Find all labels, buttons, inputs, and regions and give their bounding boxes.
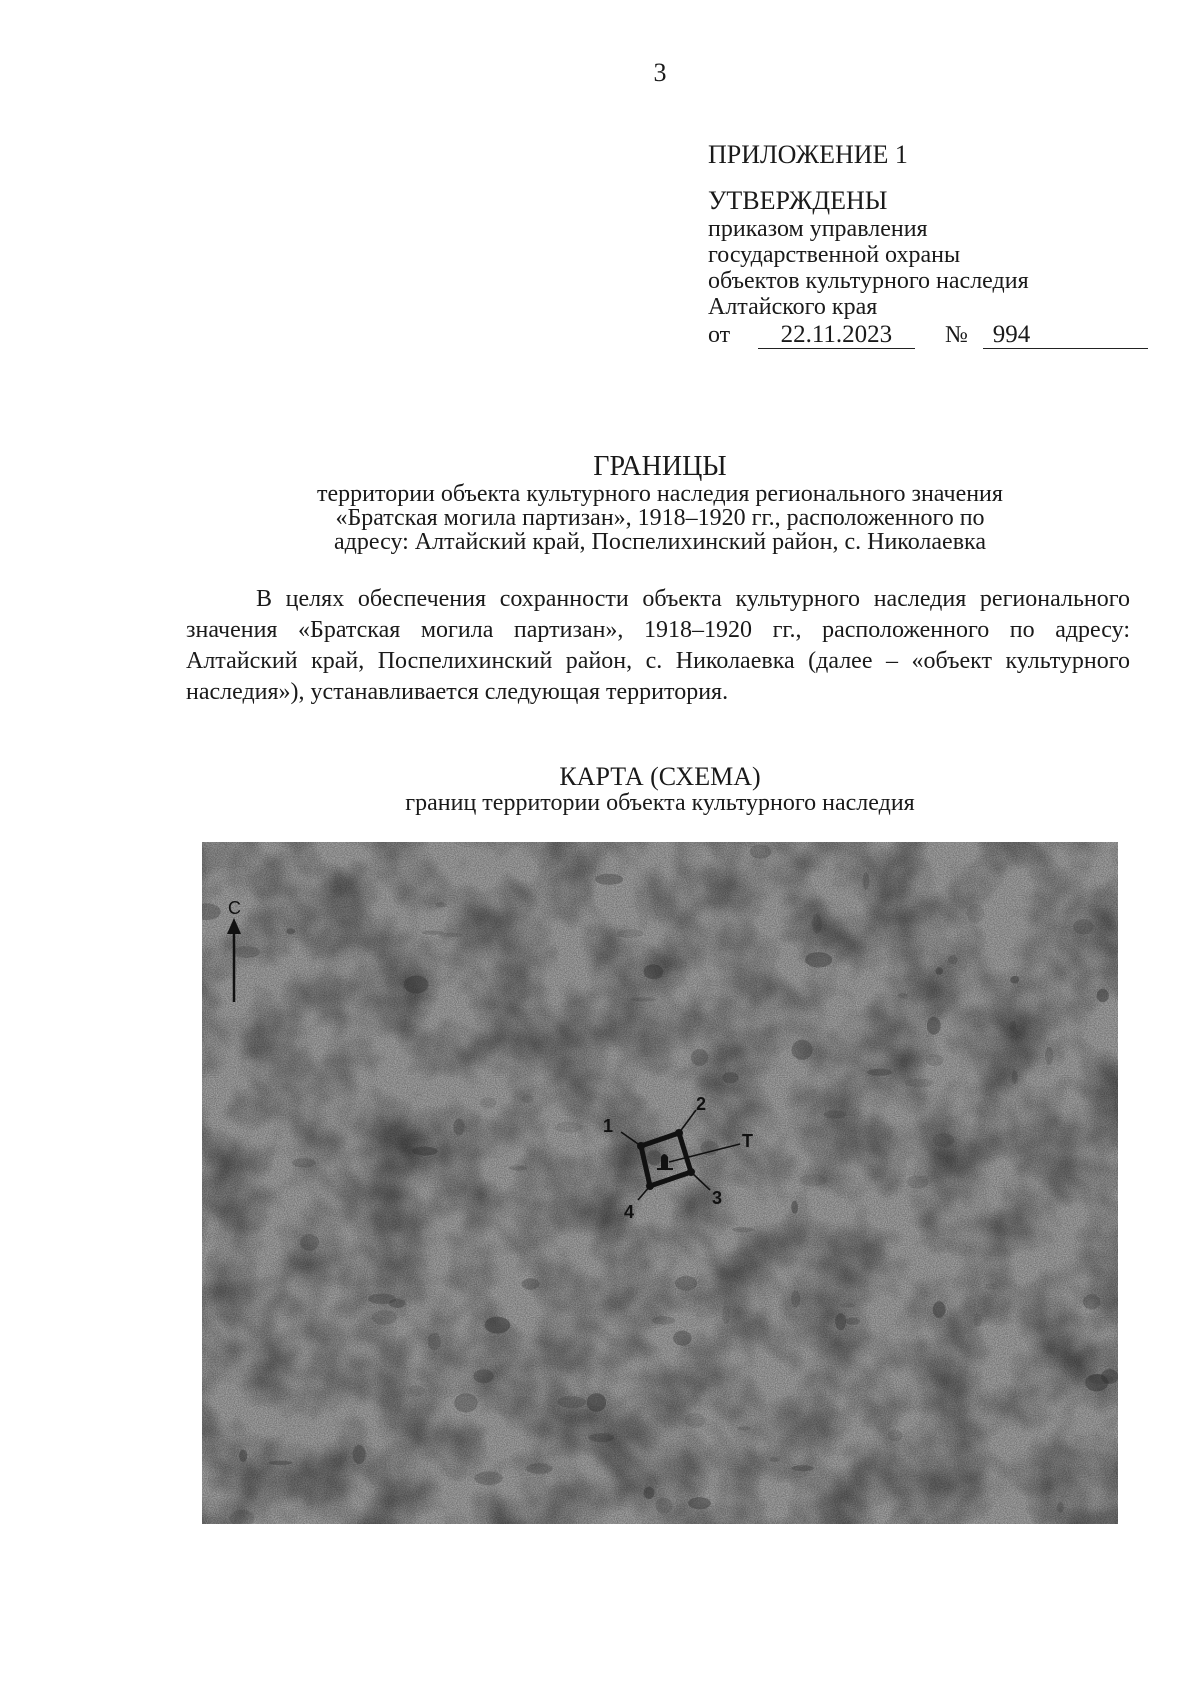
terrain-spot	[292, 1158, 316, 1168]
terrain-spot	[485, 1317, 511, 1334]
terrain-spot	[439, 933, 463, 937]
terrain-spot	[555, 1122, 584, 1133]
terrain-spot	[409, 1385, 425, 1396]
terrain-spot	[412, 1147, 437, 1156]
terrain-spot	[898, 993, 908, 998]
terrain-spot	[835, 1313, 846, 1330]
map-title-block	[180, 764, 1140, 816]
point-label-2: 2	[696, 1094, 707, 1114]
title-line: «Братская могила партизан», 1918–1920 гг., расположенного по	[335, 505, 985, 531]
terrain-spot	[480, 1098, 496, 1109]
terrain-spot	[474, 1471, 502, 1485]
terrain-spot	[1073, 919, 1093, 934]
terrain-spot	[631, 997, 656, 1001]
terrain-spot	[353, 1445, 366, 1464]
terrain-spot	[404, 976, 429, 994]
terrain-spot	[845, 1318, 860, 1325]
terrain-spot	[300, 1234, 319, 1250]
terrain-spot	[1057, 1502, 1064, 1513]
approval-block	[708, 142, 1148, 349]
terrain-spot	[1045, 1047, 1053, 1065]
number-sign: №	[944, 322, 968, 348]
terrain-spot	[453, 1119, 464, 1136]
terrain-spot	[239, 1450, 247, 1462]
terrain-spot	[473, 1369, 493, 1383]
terrain-spot	[509, 1166, 527, 1171]
terrain-spot	[268, 1461, 292, 1465]
terrain-spot	[867, 1069, 892, 1076]
terrain-spot	[888, 1430, 903, 1442]
page-number: 3	[653, 58, 667, 87]
terrain-spot	[234, 946, 260, 958]
terrain-spot	[647, 1150, 662, 1165]
terrain-spot	[927, 1017, 941, 1035]
terrain-spot	[750, 845, 771, 859]
terrain-spot	[948, 955, 958, 964]
approval-line: государственной охраны	[708, 242, 961, 268]
approval-line: приказом управления	[708, 216, 928, 242]
terrain-spot	[933, 1133, 954, 1147]
order-date: 22.11.2023	[758, 322, 915, 349]
object-label: Т	[742, 1131, 753, 1151]
map-image	[202, 842, 1118, 1524]
body-paragraph: В целях обеспечения сохранности объекта культурного наследия регионального значения «Братская могила партизан», 1918–1920 гг., расположенного по адресу: Алтайский край, Поспелихинский район, с. Николаевка (далее – «объект культурного наследия»), устанавливается следующая территория.	[186, 586, 1130, 705]
terrain-spot	[1083, 1294, 1100, 1309]
terrain-spot	[428, 1333, 441, 1350]
map-title: КАРТА (СХЕМА)	[559, 762, 761, 791]
terrain-spot	[905, 1079, 934, 1088]
terrain-spot	[589, 1433, 615, 1442]
terrain-spot	[967, 904, 985, 923]
terrain-spot	[675, 1276, 697, 1291]
terrain-spot	[1097, 989, 1109, 1002]
terrain-spot	[933, 1301, 946, 1318]
terrain-spot	[737, 1426, 750, 1430]
terrain-spot	[791, 1465, 813, 1471]
title-line: территории объекта культурного наследия регионального значения	[317, 481, 1003, 507]
point-label-4: 4	[624, 1202, 635, 1222]
terrain-spot	[1089, 1374, 1114, 1384]
terrain-spot	[436, 902, 446, 908]
terrain-spot	[656, 1498, 673, 1514]
terrain-spot	[1012, 1070, 1018, 1084]
terrain-spot	[644, 964, 664, 979]
terrain-spot	[840, 1303, 856, 1307]
terrain-spot	[685, 1413, 706, 1428]
approval-line: Алтайского края	[708, 294, 878, 320]
terrain-spot	[907, 1176, 928, 1189]
terrain-spot	[863, 872, 870, 889]
terrain-spot	[652, 1316, 675, 1325]
terrain-spot	[522, 1094, 534, 1103]
terrain-spot	[368, 1294, 396, 1305]
terrain-spot	[595, 874, 623, 885]
terrain-spot	[372, 1310, 398, 1324]
terrain-spot	[769, 1457, 779, 1462]
terrain-spot	[824, 1111, 847, 1119]
terrain-spot	[926, 1054, 943, 1066]
terrain-spot	[973, 1313, 982, 1326]
point-label-1: 1	[603, 1116, 614, 1136]
terrain-spot	[1010, 1021, 1017, 1031]
terrain-spot	[286, 928, 295, 934]
map-subtitle: границ территории объекта культурного наследия	[405, 790, 915, 816]
terrain-spot	[812, 914, 822, 934]
document-title	[180, 452, 1140, 554]
title-line: адресу: Алтайский край, Поспелихинский район, с. Николаевка	[334, 529, 986, 555]
terrain-spot	[722, 1072, 738, 1083]
terrain-spot	[644, 1487, 655, 1499]
monument-icon	[661, 1154, 668, 1168]
terrain-spot	[526, 1463, 553, 1474]
map-scheme	[202, 842, 1118, 1524]
terrain-spot	[1010, 976, 1019, 984]
date-prefix: от	[708, 322, 731, 348]
point-label-3: 3	[712, 1188, 723, 1208]
terrain-spot	[791, 1201, 798, 1214]
order-number: 994	[983, 322, 1148, 349]
north-label: С	[228, 898, 241, 918]
terrain-spot	[732, 1227, 754, 1232]
terrain-spot	[985, 1283, 997, 1289]
terrain-spot	[673, 1331, 692, 1346]
terrain-spot	[454, 1393, 478, 1412]
terrain-spot	[799, 1175, 827, 1186]
order-date-line	[708, 322, 1148, 349]
approved-label: УТВЕРЖДЕНЫ	[708, 186, 888, 215]
title-heading: ГРАНИЦЫ	[593, 451, 727, 482]
terrain-spot	[522, 1278, 540, 1289]
terrain-spot	[688, 1497, 711, 1509]
terrain-spot	[617, 929, 643, 937]
approval-line: объектов культурного наследия	[708, 268, 1029, 294]
terrain-spot	[587, 1393, 606, 1412]
terrain-spot	[791, 1290, 800, 1307]
terrain-spot	[691, 1049, 708, 1066]
annex-label: ПРИЛОЖЕНИЕ 1	[708, 140, 908, 169]
terrain-spot	[805, 952, 832, 967]
terrain-spot	[722, 1305, 730, 1324]
terrain-spot	[557, 1396, 586, 1408]
terrain-spot	[935, 967, 943, 975]
body-paragraph-block	[186, 584, 1130, 708]
terrain-spot	[792, 1040, 813, 1060]
